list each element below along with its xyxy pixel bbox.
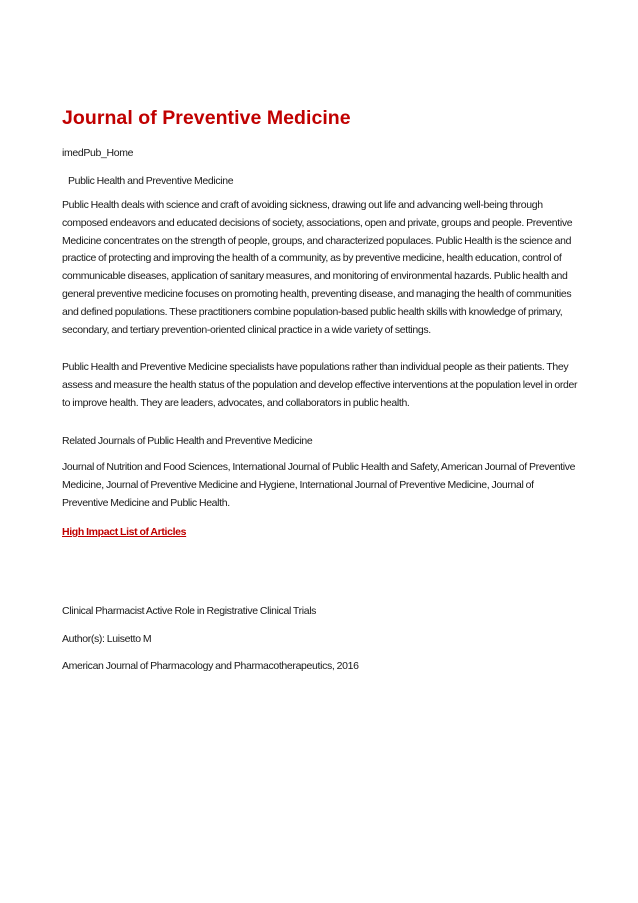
related-journals-heading: Related Journals of Public Health and Preventive Medicine bbox=[62, 435, 313, 447]
related-journals-list: Journal of Nutrition and Food Sciences, International Journal of Public Health and Safety, American Journal of Preventive Medicine, Journal of Preventive Medicine and Hygiene, International Journal of Preventive Medicine, Journal of Preventive Medicine and Public Health. bbox=[62, 461, 576, 509]
subject-heading: Public Health and Preventive Medicine bbox=[68, 175, 234, 187]
high-impact-articles-link-label[interactable]: High Impact List of Articles bbox=[62, 526, 187, 538]
high-impact-articles-link[interactable] bbox=[62, 524, 578, 542]
specialists-paragraph: Public Health and Preventive Medicine specialists have populations rather than individual people as their patients. They assess and measure the health status of the population and develop effective interventions at the population level in order to improve health. They are leaders, advocates, and collaborators in public health. bbox=[62, 361, 578, 409]
article-title: Clinical Pharmacist Active Role in Registrative Clinical Trials bbox=[62, 605, 317, 617]
journal-title: Journal of Preventive Medicine bbox=[62, 107, 351, 129]
article-citation: American Journal of Pharmacology and Pharmacotherapeutics, 2016 bbox=[62, 660, 359, 672]
article-authors: Author(s): Luisetto M bbox=[62, 633, 152, 645]
intro-paragraph: Public Health deals with science and craft of avoiding sickness, drawing out life and advancing well-being through composed endeavors and educated decisions of society, associations, open and private, groups and people. Preventive Medicine concentrates on the strength of people, groups, and characterized populaces. Public Health is the science and practice of protecting and improving the health of a community, as by preventive medicine, health education, control of communicable diseases, application of sanitary measures, and monitoring of environmental hazards. Public health and general preventive medicine focuses on promoting health, preventing disease, and managing the health of communities and defined populations. These practitioners combine population-based public health skills with knowledge of primary, secondary, and tertiary prevention-oriented clinical practice in a wide variety of settings. bbox=[62, 199, 573, 336]
home-label: imedPub_Home bbox=[62, 147, 134, 159]
